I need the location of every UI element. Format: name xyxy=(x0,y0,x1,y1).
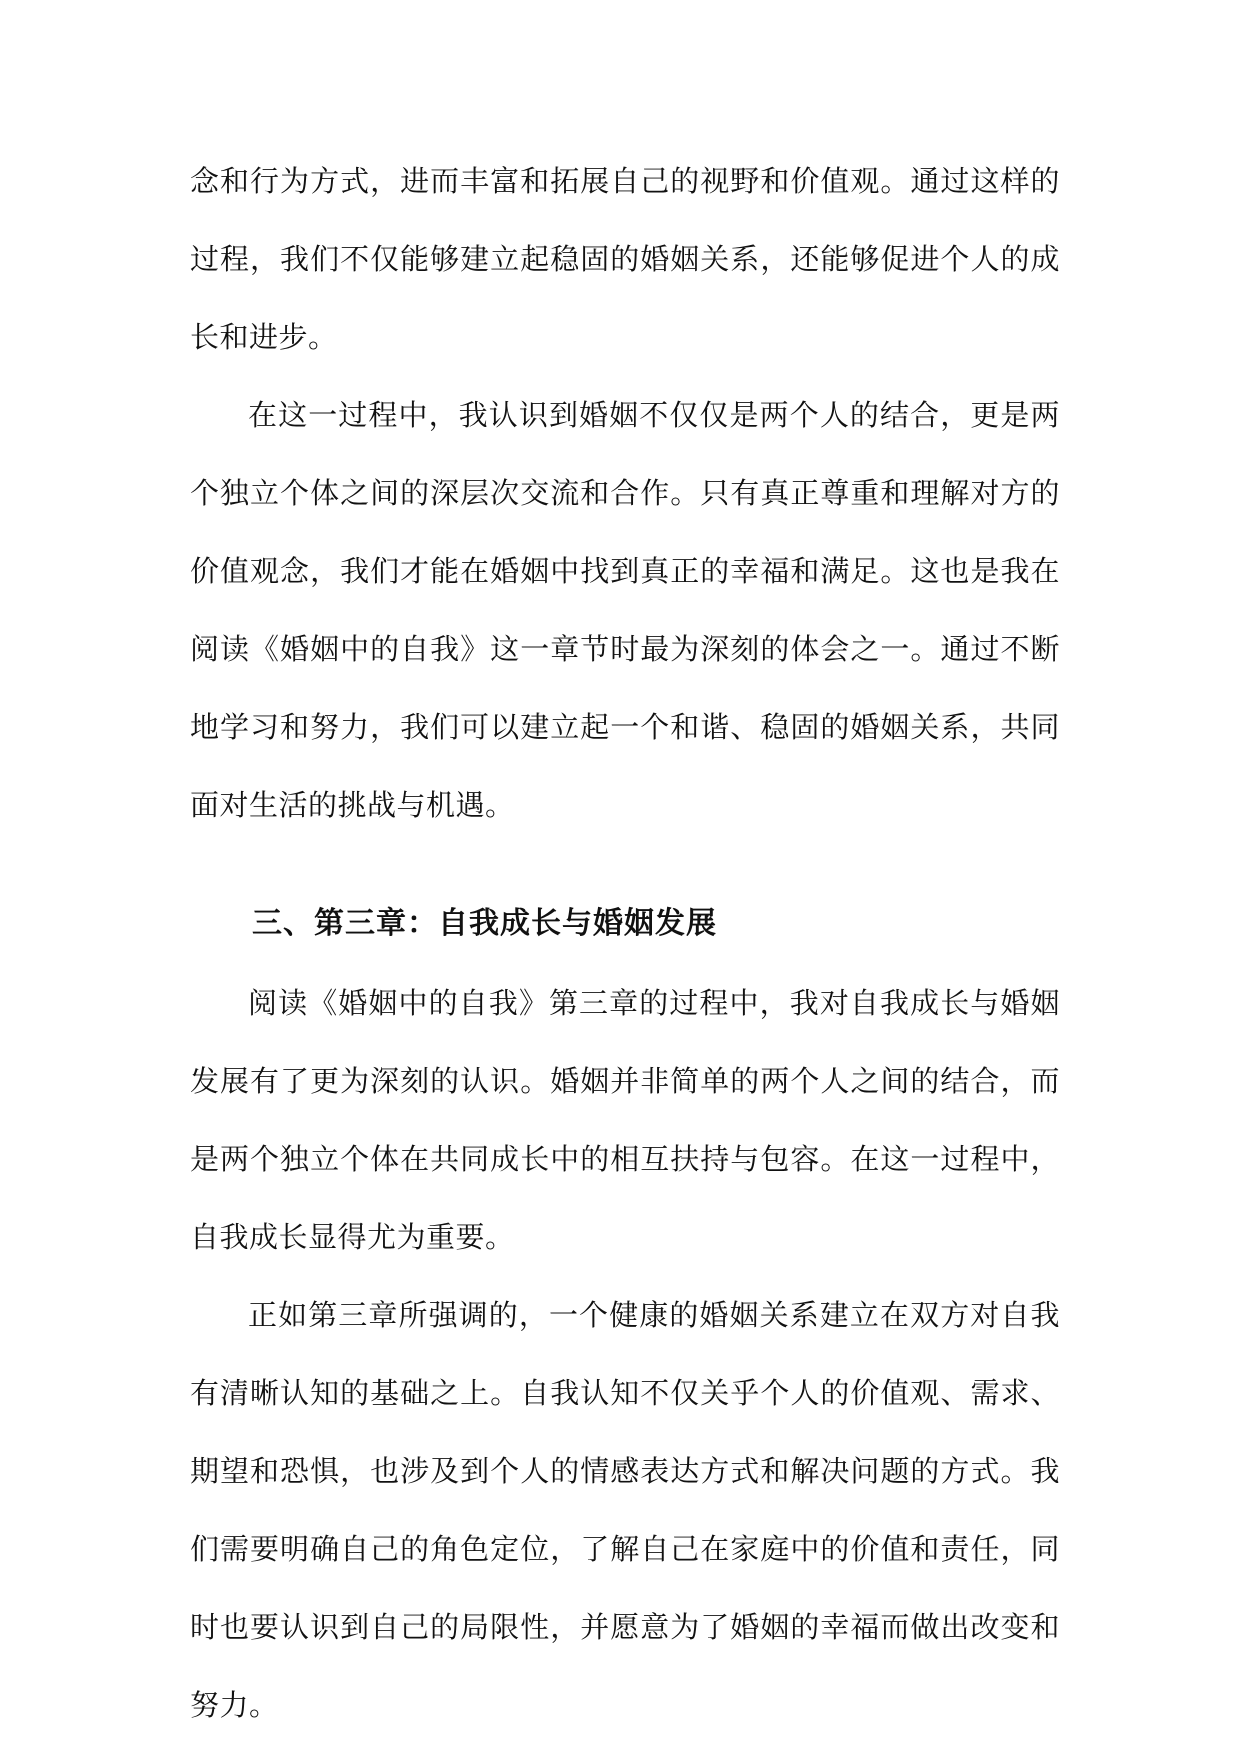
paragraph-marriage-reflection: 在这一过程中，我认识到婚姻不仅仅是两个人的结合，更是两个独立个体之间的深层次交流和合作。只有真正尊重和理解对方的价值观念，我们才能在婚姻中找到真正的幸福和满足。这也是我在阅读《婚姻中的自我》这一章节时最为深刻的体会之一。通过不断地学习和努力，我们可以建立起一个和谐、稳固的婚姻关系，共同面对生活的挑战与机遇。 xyxy=(190,398,1060,822)
paragraph-self-awareness: 正如第三章所强调的，一个健康的婚姻关系建立在双方对自我有清晰认知的基础之上。自我认知不仅关乎个人的价值观、需求、期望和恐惧，也涉及到个人的情感表达方式和解决问题的方式。我们需要明确自己的角色定位，了解自己在家庭中的价值和责任，同时也要认识到自己的局限性，并愿意为了婚姻的幸福而做出改变和努力。 xyxy=(190,1298,1060,1722)
paragraph-chapter-three-intro: 阅读《婚姻中的自我》第三章的过程中，我对自我成长与婚姻发展有了更为深刻的认识。婚姻并非简单的两个人之间的结合，而是两个独立个体在共同成长中的相互扶持与包容。在这一过程中，自我成长显得尤为重要。 xyxy=(190,986,1060,1254)
section-heading: 三、第三章：自我成长与婚姻发展 xyxy=(252,906,717,941)
paragraph-continuation: 念和行为方式，进而丰富和拓展自己的视野和价值观。通过这样的过程，我们不仅能够建立起稳固的婚姻关系，还能够促进个人的成长和进步。 xyxy=(190,164,1060,354)
document-body xyxy=(190,142,1060,1744)
